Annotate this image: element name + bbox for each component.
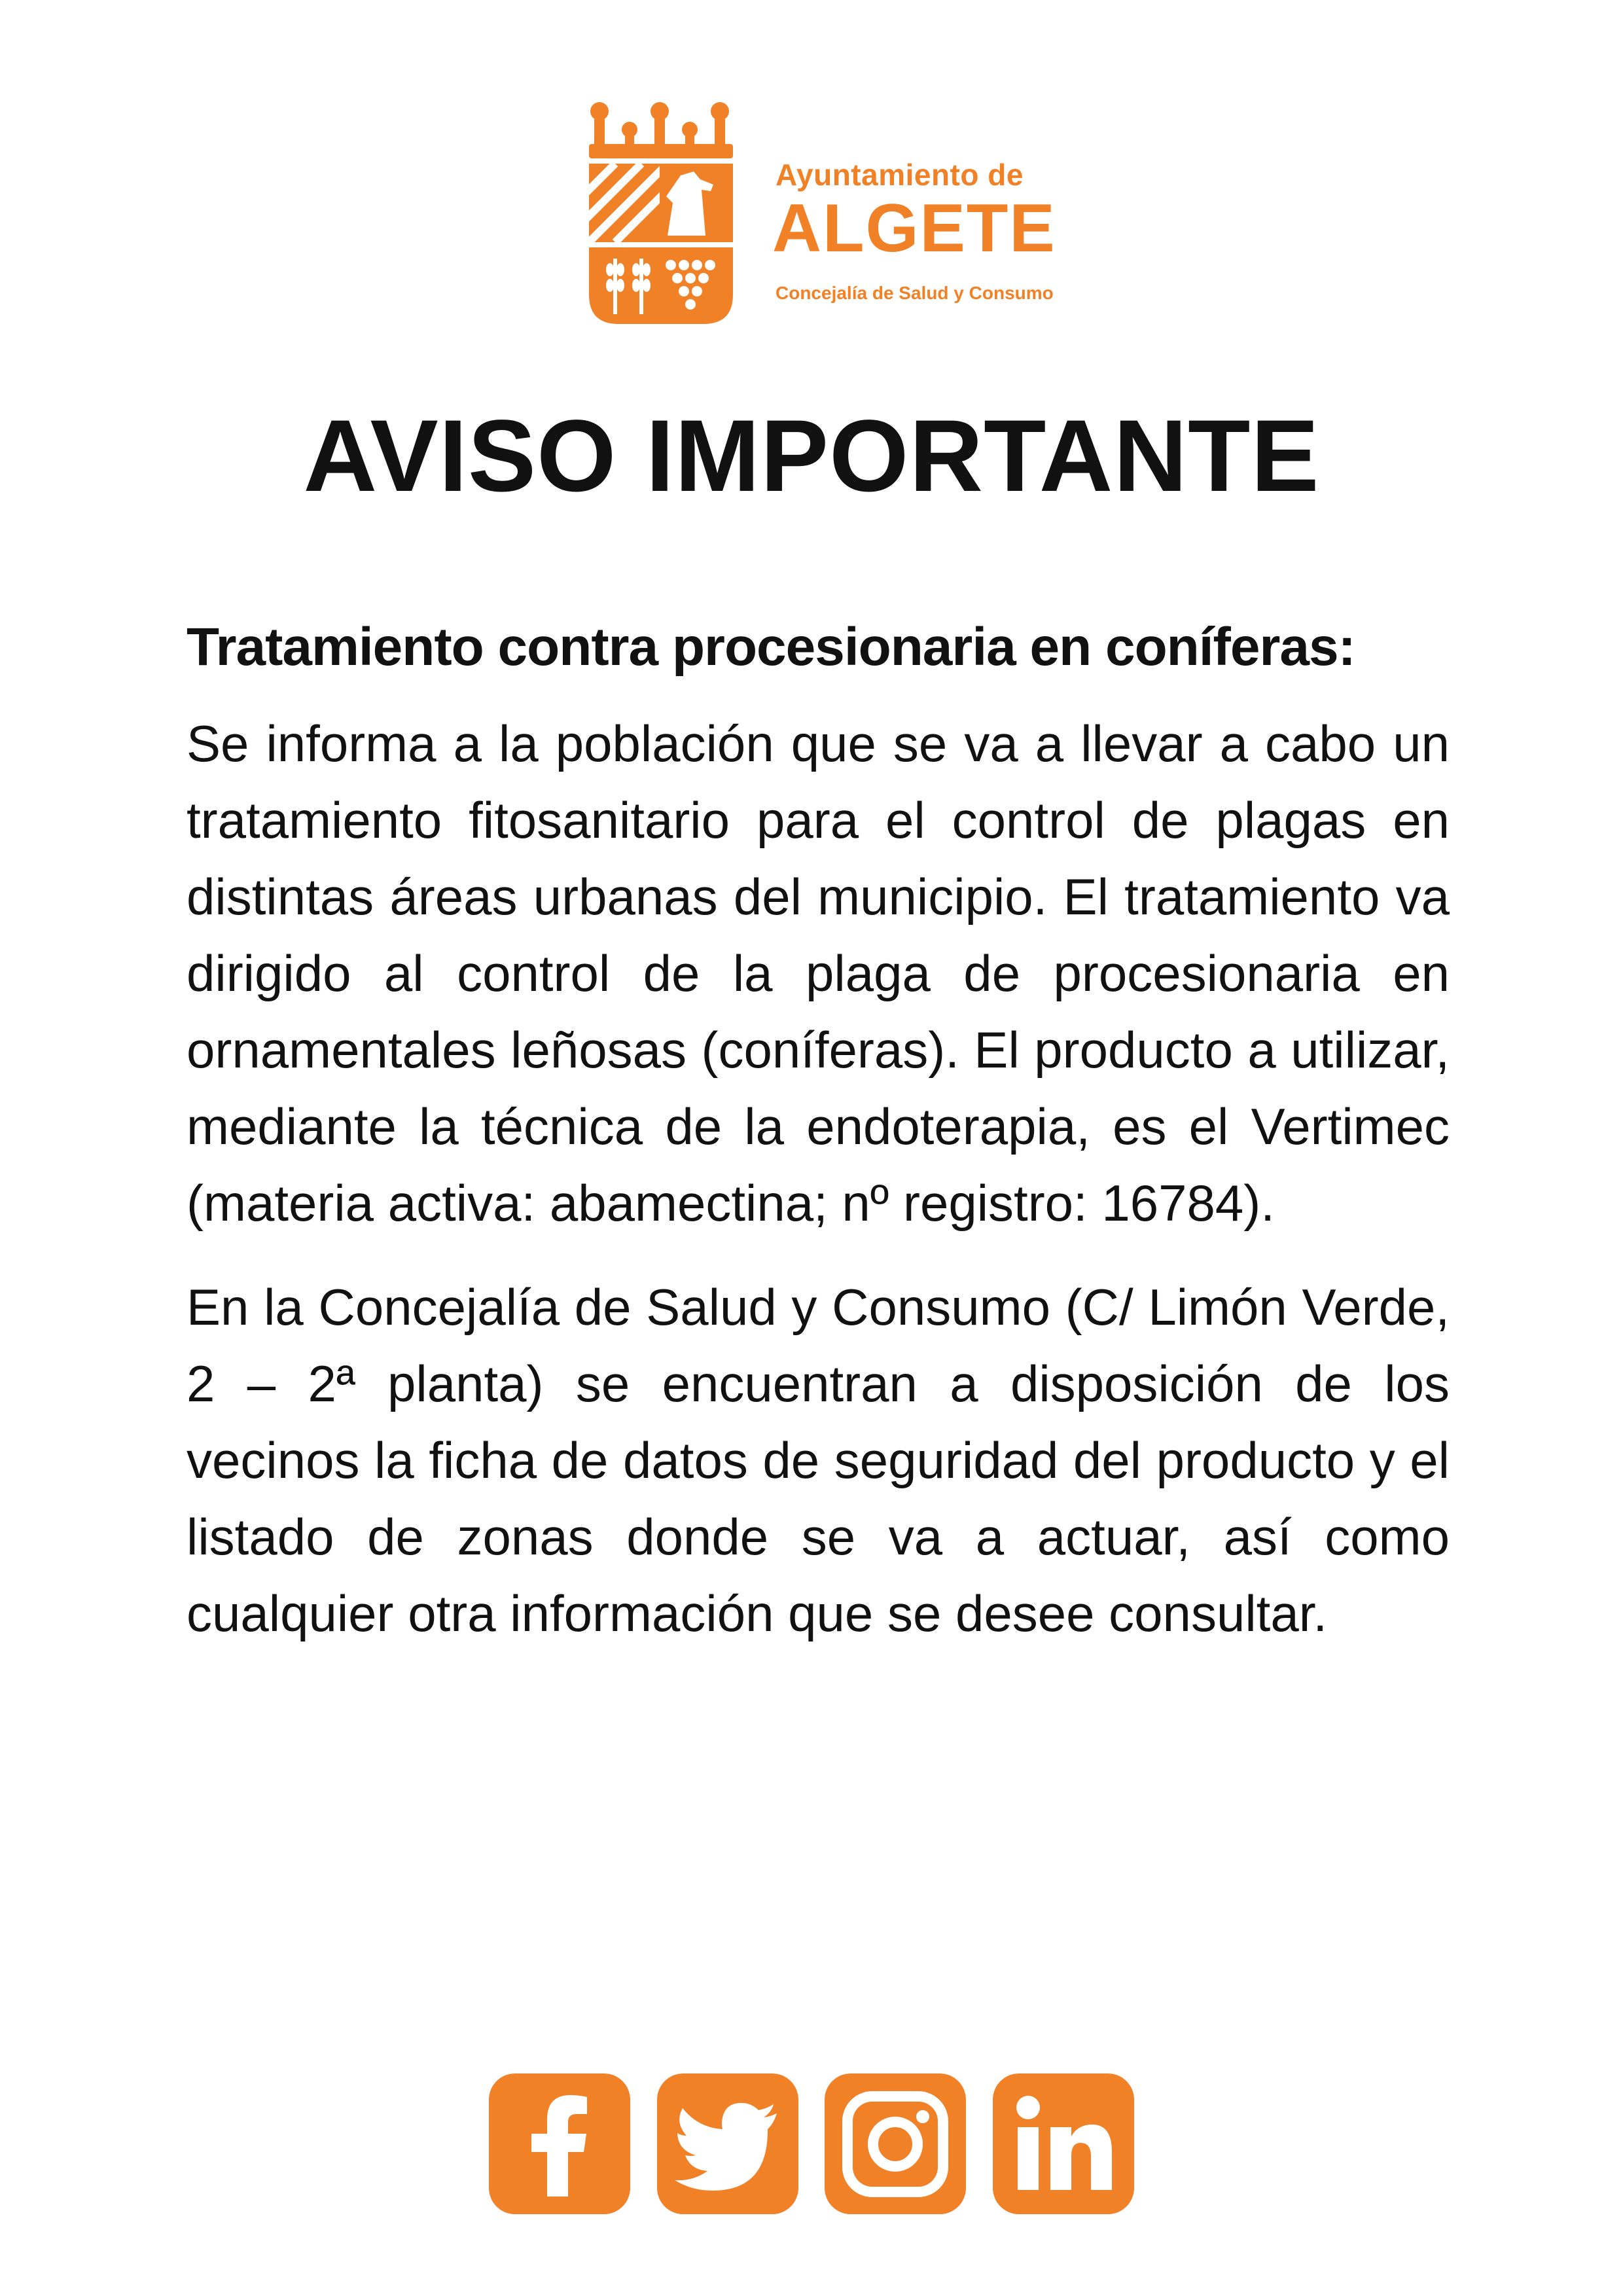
notice-paragraph-2: En la Concejalía de Salud y Consumo (C/ Limón Verde, 2 – 2ª planta) se encuentran a disposición de los vecinos la ficha de datos de seguridad del producto y el listado de zonas donde se va a actuar, así como cualquier otra información que se desee consultar. [187, 1278, 1450, 1642]
org-department: Concejalía de Salud y Consumo [776, 283, 1054, 303]
social-links [489, 2073, 1134, 2214]
notice-title: AVISO IMPORTANTE [303, 399, 1320, 513]
org-line1: Ayuntamiento de [776, 158, 1024, 192]
linkedin-icon[interactable] [993, 2073, 1134, 2214]
notice-paragraph-1: Se informa a la población que se va a llevar a cabo un tratamiento fitosanitario para el control de plagas en distintas áreas urbanas del municipio. El tratamiento va dirigido al control de la plaga de procesionaria en ornamentales leñosas (coníferas). El producto a utilizar, mediante la técnica de la endoterapia, es el Vertimec (materia activa: abamectina; nº registro: 16784). [187, 715, 1450, 1232]
notice-subheading: Tratamiento contra procesionaria en coníferas: [187, 617, 1355, 677]
facebook-icon[interactable] [489, 2073, 630, 2214]
municipal-logo [589, 98, 1086, 327]
org-name: ALGETE [772, 190, 1056, 266]
instagram-icon[interactable] [825, 2073, 966, 2214]
twitter-icon[interactable] [657, 2073, 798, 2214]
coat-of-arms-icon [589, 98, 733, 324]
notice-body [187, 617, 1450, 1679]
